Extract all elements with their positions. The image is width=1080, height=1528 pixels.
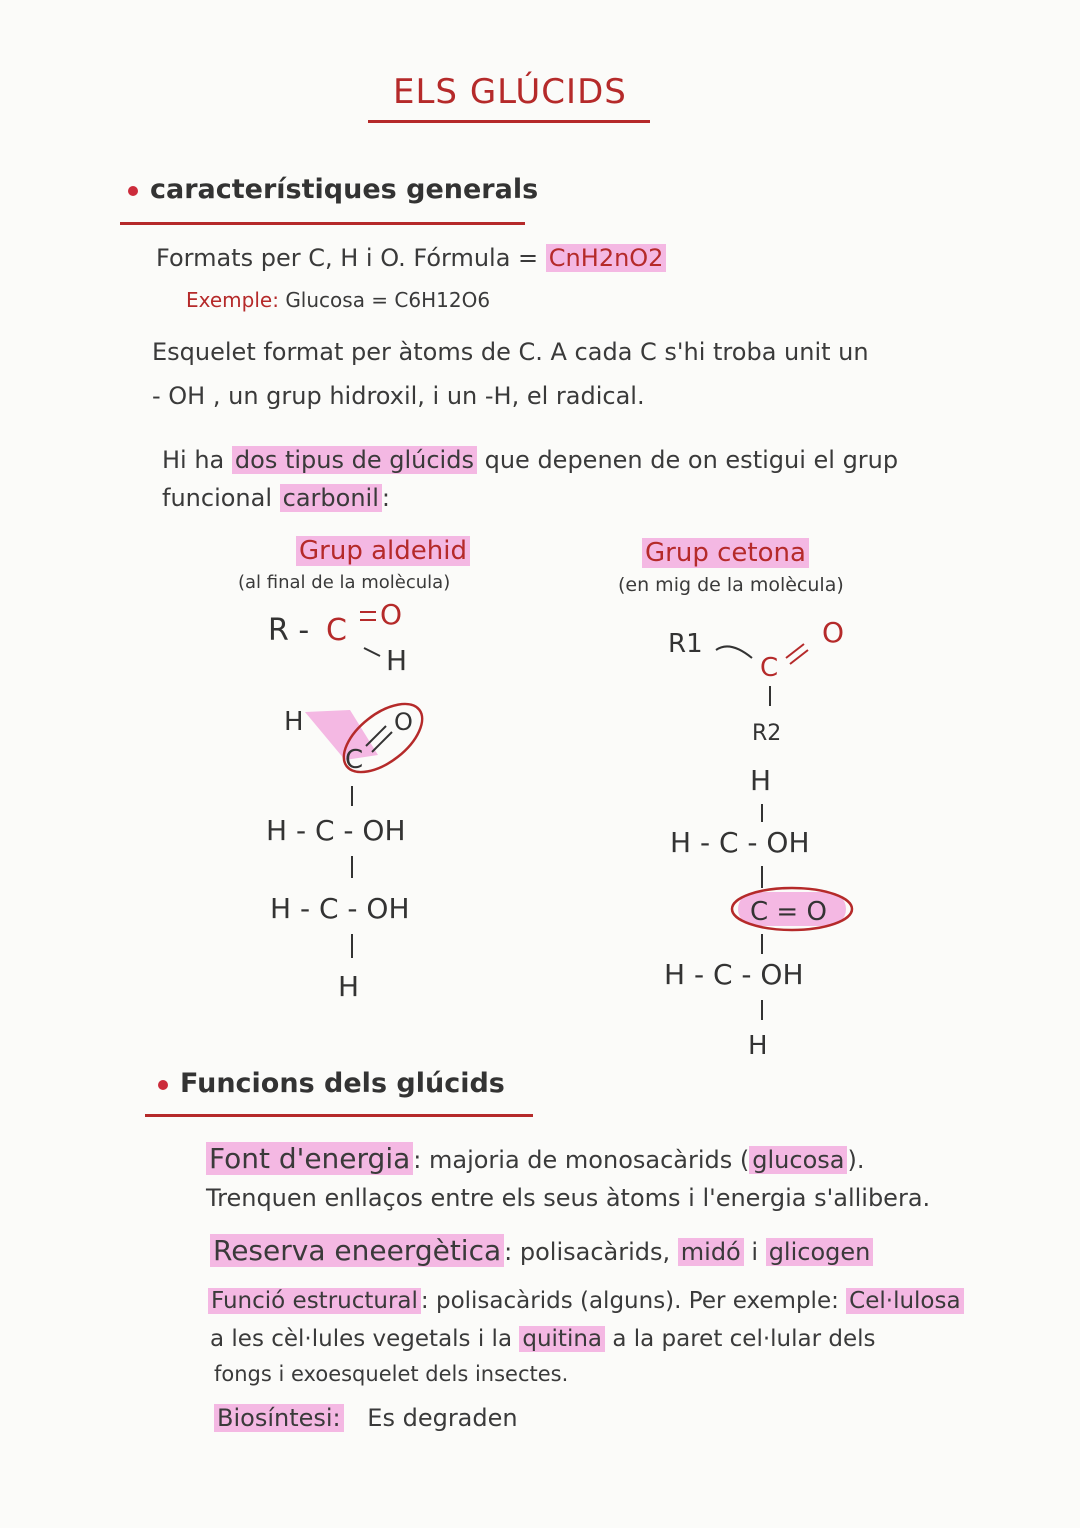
section-heading-text: característiques generals <box>150 174 539 205</box>
energy-label: Font d'energia <box>206 1142 413 1175</box>
structural-cellulosa: Cel·lulosa <box>846 1288 963 1314</box>
aldehyde-H: H <box>386 644 408 677</box>
structural-line2-a: a les cèl·lules vegetals i la <box>210 1326 513 1352</box>
biosynthesis-line <box>214 1404 518 1432</box>
types-highlight: dos tipus de glúcids <box>232 446 477 474</box>
example-label: Exemple: <box>186 288 279 312</box>
aldehyde-chain-O: O <box>394 708 413 736</box>
energy-line <box>206 1142 864 1175</box>
ketone-R2: R2 <box>752 721 782 746</box>
aldehyde-name-text: Grup aldehid <box>296 536 470 566</box>
bullet-icon <box>158 1080 168 1090</box>
ketone-O: O <box>822 616 845 649</box>
ketone-name-text: Grup cetona <box>642 538 809 568</box>
aldehyde-row2: H - C - OH <box>270 892 410 925</box>
ketone-position: (en mig de la molècula) <box>618 574 844 596</box>
aldehyde-bottom-H: H <box>338 970 360 1003</box>
ketone-C: C <box>760 653 779 683</box>
structural-line2-b: a la paret cel·lular dels <box>612 1326 876 1352</box>
reserve-text-a: : polisacàrids, <box>504 1238 671 1266</box>
ketone-row2: H - C - OH <box>664 958 804 991</box>
functional-suffix: : <box>381 484 390 512</box>
structural-label: Funció estructural <box>208 1288 421 1314</box>
aldehyde-row1: H - C - OH <box>266 814 406 847</box>
formats-text: Formats per C, H i O. Fórmula = <box>156 244 539 272</box>
ketone-carbonyl: C = O <box>750 897 827 927</box>
reserve-glicogen: glicogen <box>766 1238 874 1266</box>
biosynthesis-label: Biosíntesi: <box>214 1404 344 1432</box>
ketone-R1: R1 <box>668 629 703 659</box>
heading2-underline <box>145 1114 533 1117</box>
structural-quitina: quitina <box>519 1326 605 1352</box>
ketone-top-H: H <box>750 764 772 797</box>
energy-line-2: Trenquen enllaços entre els seus àtoms i l'energia s'allibera. <box>206 1184 931 1212</box>
types-prefix: Hi ha <box>162 446 225 474</box>
section2-heading-text: Funcions dels glúcids <box>180 1068 505 1099</box>
aldehyde-O: O <box>380 598 403 631</box>
ketone-bottom-H: H <box>748 1031 768 1061</box>
aldehyde-C: C <box>326 613 347 648</box>
section-heading-functions <box>158 1068 505 1099</box>
ketone-row1: H - C - OH <box>670 826 810 859</box>
energy-text-a: : majoria de monosacàrids ( <box>413 1146 750 1174</box>
energy-text-b: ). <box>847 1146 865 1174</box>
aldehyde-R: R - <box>268 613 310 648</box>
structural-line <box>208 1288 964 1314</box>
skeleton-line-1: Esquelet format per àtoms de C. A cada C s'hi troba unit un <box>152 338 869 366</box>
structural-text-a: : polisacàrids (alguns). Per exemple: <box>420 1288 839 1314</box>
aldehyde-position: (al final de la molècula) <box>238 572 451 593</box>
functional-highlight: carbonil <box>280 484 382 512</box>
structural-line-3: fongs i exoesquelet dels insectes. <box>214 1362 569 1386</box>
page-title: ELS GLÚCIDS <box>393 72 627 112</box>
energy-glucose: glucosa <box>749 1146 847 1174</box>
example-text: Glucosa = C6H12O6 <box>285 288 491 312</box>
reserve-line <box>210 1234 873 1267</box>
biosynthesis-text: Es degraden <box>367 1404 518 1432</box>
reserve-text-b: i <box>751 1238 759 1266</box>
aldehyde-chain-C: C <box>345 745 364 775</box>
aldehyde-chain-H: H <box>284 707 304 737</box>
functional-prefix: funcional <box>162 484 273 512</box>
reserve-label: Reserva eneergètica <box>210 1234 504 1267</box>
structural-line-2 <box>210 1326 876 1352</box>
reserve-mido: midó <box>678 1238 744 1266</box>
ketone-r1-bond <box>716 646 752 658</box>
skeleton-line-2: - OH , un grup hidroxil, i un -H, el radical. <box>152 382 645 410</box>
formula-highlight: CnH2nO2 <box>546 244 667 272</box>
types-suffix: que depenen de on estigui el grup <box>484 446 899 474</box>
